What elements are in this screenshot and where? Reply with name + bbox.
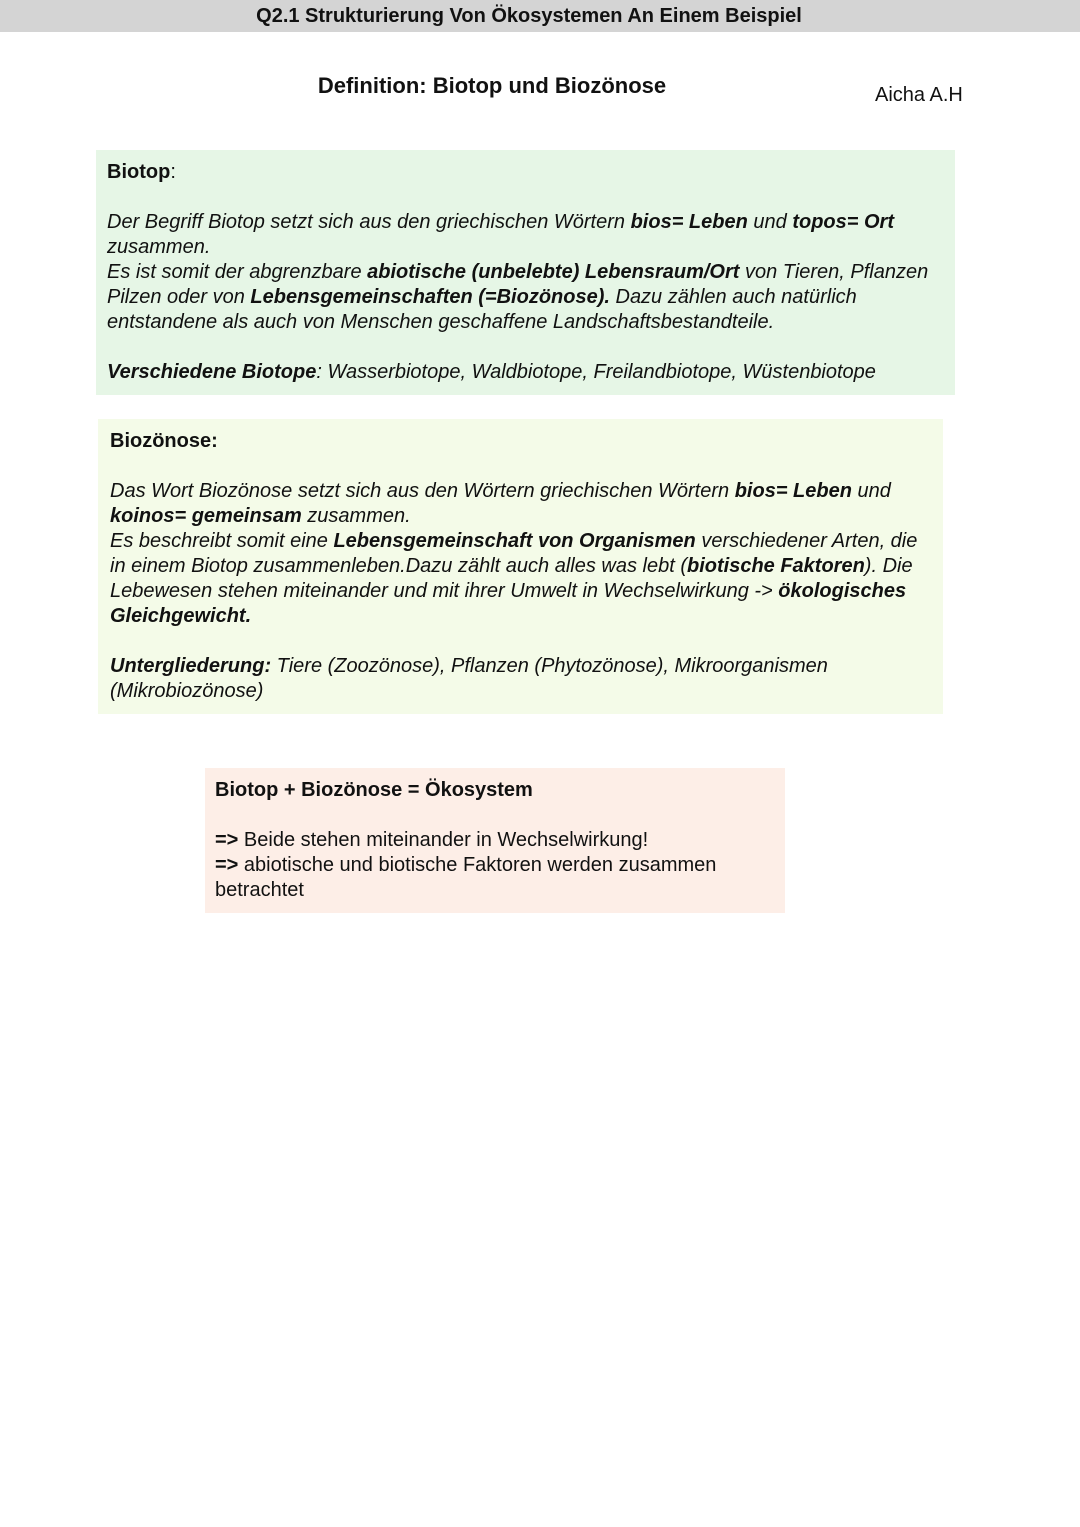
biozoenose-heading: Biozönose:: [110, 430, 218, 452]
text-run: : Wasserbiotope, Waldbiotope, Freilandbiotope, Wüstenbiotope: [316, 361, 876, 383]
text-run: bios= Leben: [734, 480, 852, 502]
text-run: Lebensgemeinschaft von Organismen: [333, 530, 696, 552]
text-run: Es ist somit der abgrenzbare: [107, 261, 368, 283]
biozoenose-paragraph-1: [110, 479, 931, 529]
text-run: verschiedener Arten, die in einem Biotop zusammenleben.Dazu zählt auch alles was lebt (: [110, 530, 918, 577]
text-run: Der Begriff Biotop setzt sich aus den griechischen Wörtern: [107, 211, 631, 233]
text-run: von Tieren, Pflanzen Pilzen oder von: [107, 261, 929, 308]
page-title: Definition: Biotop und Biozönose: [317, 73, 667, 98]
biozoenose-paragraph-2: [110, 529, 931, 629]
text-run: zusammen.: [301, 505, 411, 527]
biotop-definition-box: [96, 150, 955, 395]
biozoenose-definition-box: [98, 419, 943, 714]
text-run: bios= Leben: [630, 211, 748, 233]
text-run: biotische Faktoren: [686, 555, 865, 577]
biotop-paragraph-2: [107, 260, 944, 335]
text-run: ). Die Lebewesen stehen miteinander und mit ihrer Umwelt in Wechselwirkung ->: [110, 555, 913, 602]
text-run: abiotische (unbelebte) Lebensraum/Ort: [367, 261, 740, 283]
text-run: Verschiedene Biotope: [107, 361, 317, 383]
text-run: Es beschreibt somit eine: [110, 530, 334, 552]
oekosystem-box: [205, 768, 785, 913]
text-run: Dazu zählen auch natürlich entstandene als auch von Menschen geschaffene Landschaftsbestandteile.: [107, 286, 857, 333]
text-run: Das Wort Biozönose setzt sich aus den Wörtern griechischen Wörtern: [110, 480, 735, 502]
biotop-examples: [107, 360, 944, 385]
header-bar: [0, 0, 1080, 32]
text-run: und: [851, 480, 891, 502]
text-run: Tiere (Zoozönose), Pflanzen (Phytozönose), Mikroorganismen (Mikrobiozönose): [110, 655, 828, 702]
text-run: zusammen.: [107, 236, 211, 258]
biotop-paragraph-1: [107, 210, 944, 260]
text-run: Lebensgemeinschaften (=Biozönose).: [250, 286, 610, 308]
biotop-heading: Biotop:: [107, 161, 176, 183]
oekosystem-heading: Biotop + Biozönose = Ökosystem: [215, 779, 533, 801]
biozoenose-subdivision: [110, 654, 931, 704]
document-title: Q2.1 Strukturierung Von Ökosystemen An Einem Beispiel: [256, 5, 802, 27]
text-run: und: [747, 211, 793, 233]
author-name: Aicha A.H: [875, 84, 963, 106]
text-run: ökologisches Gleichgewicht.: [110, 580, 907, 627]
text-run: koinos= gemeinsam: [110, 505, 302, 527]
text-run: topos= Ort: [792, 211, 894, 233]
oekosystem-point-2: => abiotische und biotische Faktoren werden zusammen betrachtet: [215, 854, 717, 901]
oekosystem-point-1: => Beide stehen miteinander in Wechselwirkung!: [215, 829, 649, 851]
text-run: Untergliederung:: [110, 655, 272, 677]
